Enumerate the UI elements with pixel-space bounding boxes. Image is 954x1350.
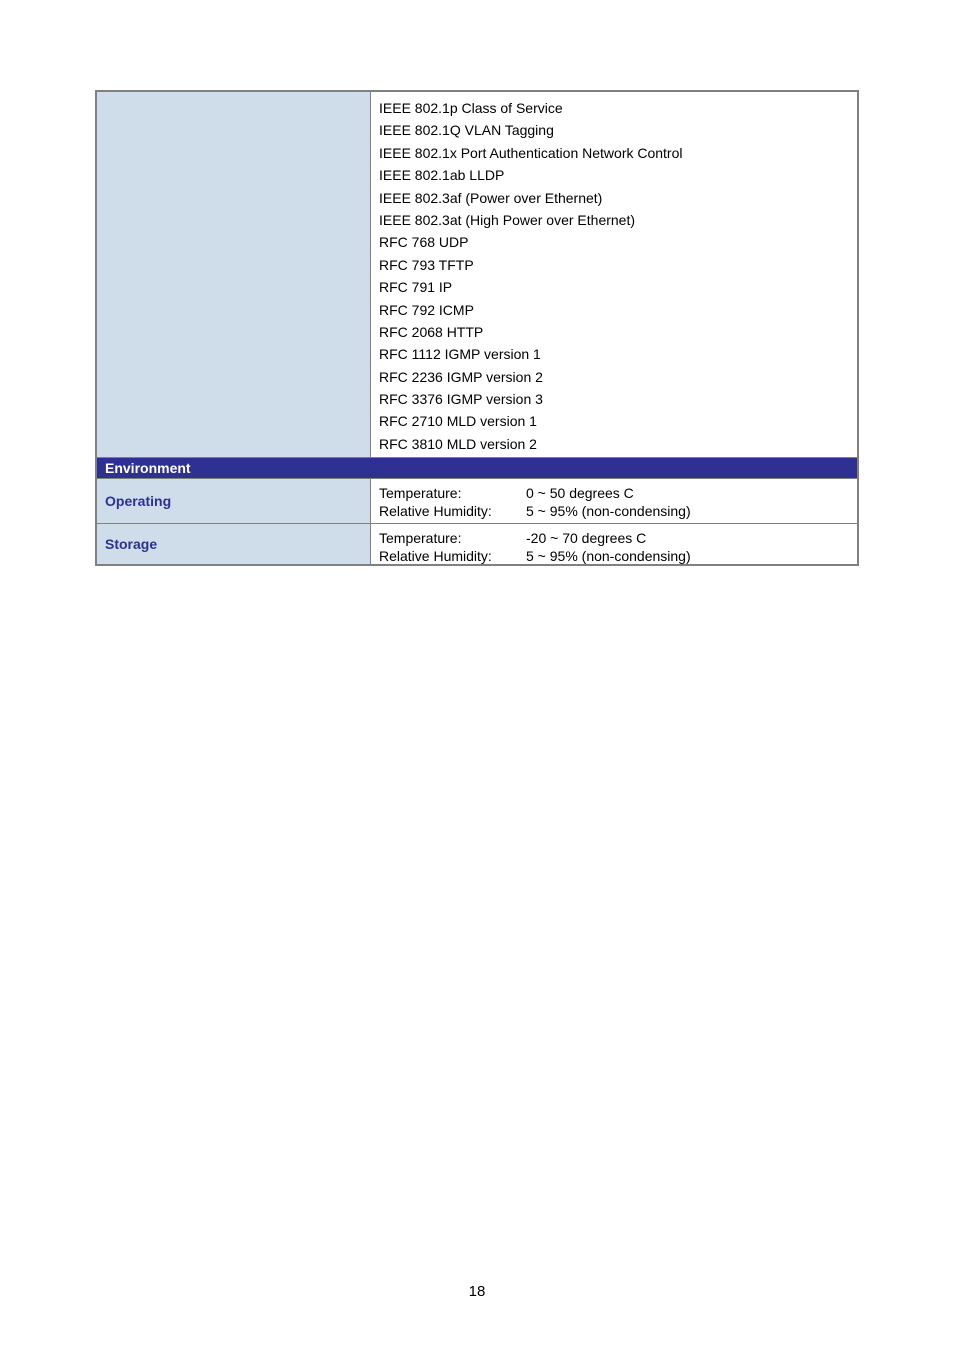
environment-section-header: Environment (97, 458, 857, 479)
operating-temperature (379, 484, 857, 502)
standard-item: RFC 1112 IGMP version 1 (379, 346, 541, 363)
temperature-value: -20 ~ 70 degrees C (526, 530, 647, 547)
standard-item: IEEE 802.1x Port Authentication Network Control (379, 144, 683, 161)
humidity-key: Relative Humidity: (379, 548, 492, 565)
operating-values (371, 479, 857, 523)
storage-label: Storage (97, 524, 371, 564)
humidity-key: Relative Humidity: (379, 503, 492, 520)
standard-item: IEEE 802.1ab LLDP (379, 167, 505, 184)
temperature-key: Temperature: (379, 485, 462, 502)
standard-item: RFC 2236 IGMP version 2 (379, 368, 543, 385)
storage-temperature (379, 529, 857, 547)
standard-item: RFC 3810 MLD version 2 (379, 435, 537, 452)
standard-item: IEEE 802.1p Class of Service (379, 100, 563, 116)
standard-item: RFC 3376 IGMP version 3 (379, 391, 543, 408)
page-number: 18 (468, 1283, 486, 1300)
storage-row (97, 524, 857, 564)
standard-item: IEEE 802.3af (Power over Ethernet) (379, 189, 603, 206)
standards-row (97, 92, 857, 458)
storage-values (371, 524, 857, 564)
humidity-value: 5 ~ 95% (non-condensing) (526, 548, 691, 565)
humidity-value: 5 ~ 95% (non-condensing) (526, 503, 691, 520)
standard-item: RFC 2710 MLD version 1 (379, 413, 537, 430)
operating-label: Operating (97, 479, 371, 523)
operating-humidity (379, 502, 857, 520)
standards-label (97, 92, 371, 457)
standard-item: IEEE 802.1Q VLAN Tagging (379, 122, 554, 139)
standards-list (371, 92, 857, 457)
standard-item: IEEE 802.3at (High Power over Ethernet) (379, 211, 636, 228)
standard-item: RFC 792 ICMP (379, 301, 474, 318)
specification-table (95, 90, 859, 566)
operating-row (97, 479, 857, 524)
standard-item: RFC 791 IP (379, 279, 453, 296)
standard-item: RFC 2068 HTTP (379, 323, 484, 340)
storage-humidity (379, 547, 857, 565)
temperature-key: Temperature: (379, 530, 462, 547)
standard-item: RFC 793 TFTP (379, 256, 474, 273)
temperature-value: 0 ~ 50 degrees C (526, 485, 634, 502)
standard-item: RFC 768 UDP (379, 234, 469, 251)
